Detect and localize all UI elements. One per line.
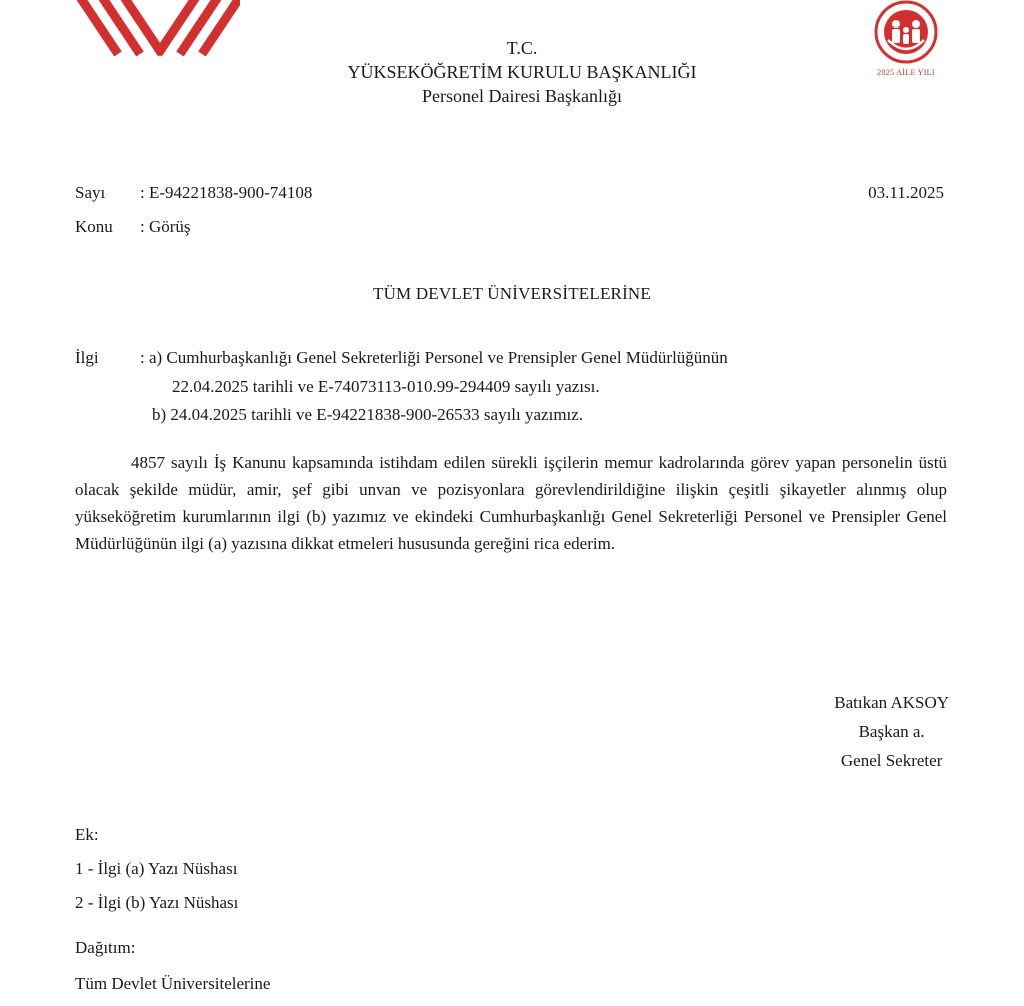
ilgi-a-line2: 22.04.2025 tarihli ve E-74073113-010.99-294409 sayılı yazısı.: [172, 377, 600, 396]
body-paragraph: 4857 sayılı İş Kanunu kapsamında istihdam edilen sürekli işçilerin memur kadrolarında görev yapan personelin üstü olacak şekilde müdür, amir, şef gibi unvan ve pozisyonlara görevlendirildiğine ilişkin çeşitli şikayetler alınmış olup yükseköğretim kurumlarının ilgi (b) yazımız ve ekindeki Cumhurbaşkanlığı Genel Sekreterliği Personel ve Prensipler Genel Müdürlüğünün ilgi (a) yazısına dikkat etmeleri hususunda gereğini rica ederim.: [75, 453, 947, 553]
attachment-item: 1 - İlgi (a) Yazı Nüshası: [75, 859, 238, 878]
sayi-value: : E-94221838-900-74108: [140, 183, 313, 202]
distribution-value: Tüm Devlet Üniversitelerine: [75, 974, 271, 993]
attachments: [75, 818, 238, 920]
document-date: 03.11.2025: [868, 183, 944, 202]
signer-title-1: Başkan a.: [858, 722, 925, 741]
signature-block: [834, 688, 949, 775]
attachment-item: 2 - İlgi (b) Yazı Nüshası: [75, 893, 239, 912]
konu-label: Konu: [75, 217, 113, 236]
sayi-label: Sayı: [75, 183, 106, 202]
distribution: [75, 930, 270, 1002]
header-tc: T.C.: [506, 38, 538, 58]
ilgi-label: İlgi: [75, 348, 99, 367]
ilgi-a-line1: : a) Cumhurbaşkanlığı Genel Sekreterliği Personel ve Prensipler Genel Müdürlüğünün: [140, 348, 728, 367]
logo-caption: 2025 AİLE YILI: [877, 68, 935, 77]
addressee: TÜM DEVLET ÜNİVERSİTELERİNE: [373, 284, 651, 303]
ilgi-b-line: b) 24.04.2025 tarihli ve E-94221838-900-26533 sayılı yazımız.: [152, 405, 584, 424]
header-institution: YÜKSEKÖĞRETİM KURULU BAŞKANLIĞI: [347, 62, 697, 82]
distribution-label: Dağıtım:: [75, 938, 136, 957]
header-department: Personel Dairesi Başkanlığı: [422, 86, 622, 106]
signer-title-2: Genel Sekreter: [840, 751, 943, 770]
signer-name: Batıkan AKSOY: [834, 693, 949, 712]
letterhead: [0, 36, 1024, 108]
attachments-label: Ek:: [75, 825, 99, 844]
konu-value: : Görüş: [140, 217, 191, 236]
